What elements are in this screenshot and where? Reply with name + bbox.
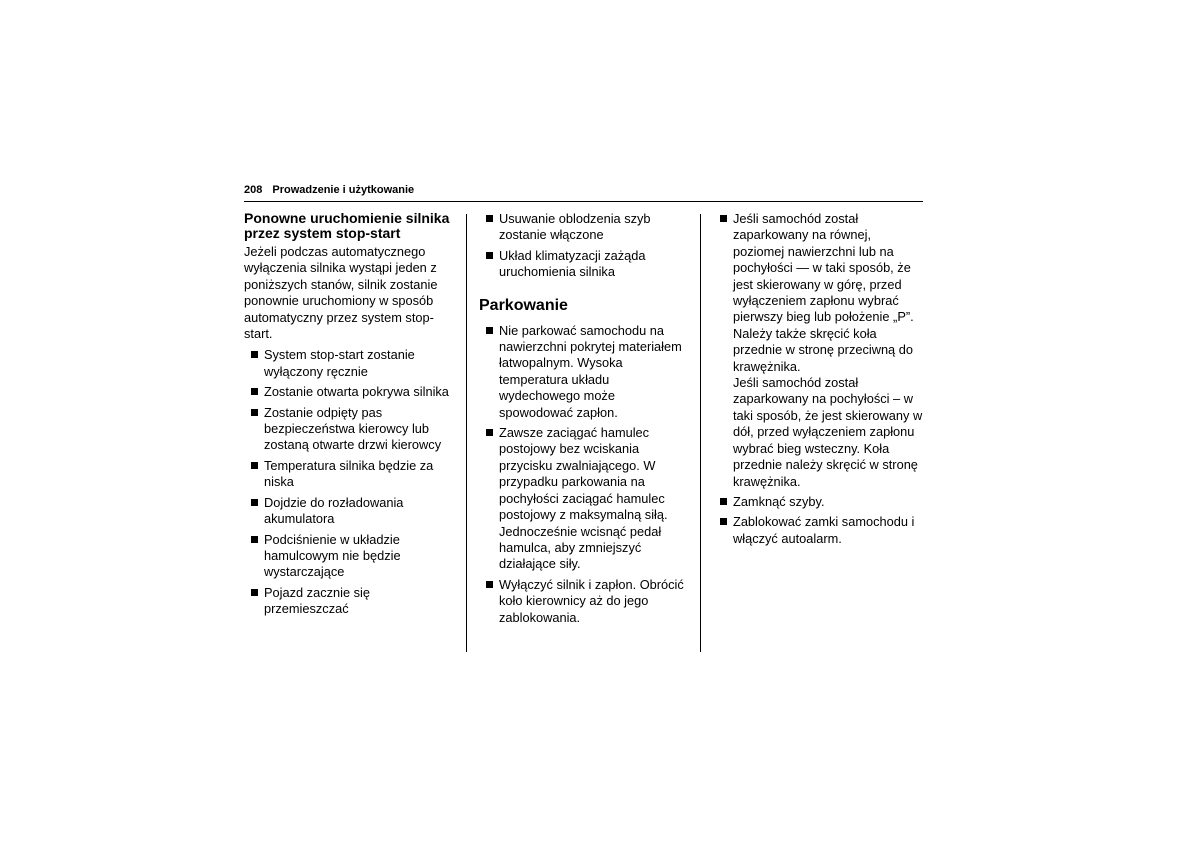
parking-list-continued [713,211,925,547]
list-item: Układ klimatyzacji zażąda uruchomienia silnika [486,248,691,281]
bullet-square-icon [720,518,727,525]
bullet-square-icon [486,252,493,259]
list-item: Zablokować zamki samochodu i włączyć autoalarm. [720,514,925,547]
condition-list-continued [479,211,691,281]
bullet-square-icon [251,499,258,506]
bullet-square-icon [251,351,258,358]
condition-list [244,347,456,617]
column-3 [713,211,925,551]
list-item: Jeśli samochód został zaparkowany na równej, poziomej nawierzchni lub na pochyłości — w taki sposób, że jest skierowany w górę, przed wyłączeniem zapłonu wybrać pierwszy bieg lub położenie „P”. Należy także skręcić koła przednie w stronę przeciwną do krawężnika. Jeśli samochód został zaparkowany na pochyłości – w taki sposób, że jest skierowany w dół, przed wyłączeniem zapłonu wybrać bieg wsteczny. Koła przednie należy skręcić w stronę krawężnika. [720,211,925,490]
bullet-square-icon [486,429,493,436]
list-item: Zawsze zaciągać hamulec postojowy bez wciskania przycisku zwalniającego. W przypadku parkowania na pochyłości zaciągać hamulec postojowy z maksymalną siłą. Jednocześnie wcisnąć pedał hamulca, aby zmniejszyć działające siły. [486,425,691,573]
bullet-square-icon [251,388,258,395]
bullet-square-icon [251,589,258,596]
page-number: 208 [244,184,263,196]
list-item: Dojdzie do rozładowania akumulatora [251,495,456,528]
list-item: Zamknąć szyby. [720,494,925,510]
list-item: Podciśnienie w układzie hamulcowym nie będzie wystarczające [251,532,456,581]
page-header [244,183,923,202]
list-item: Zostanie odpięty pas bezpieczeństwa kierowcy lub zostaną otwarte drzwi kierowcy [251,405,456,454]
column-1 [244,211,456,622]
list-item: Nie parkować samochodu na nawierzchni pokrytej materiałem łatwopalnym. Wysoka temperatura układu wydechowego może spowodować zapłon. [486,323,691,421]
parking-heading: Parkowanie [479,296,568,314]
bullet-square-icon [251,409,258,416]
bullet-square-icon [720,498,727,505]
bullet-square-icon [251,462,258,469]
column-divider [700,214,701,652]
bullet-square-icon [486,215,493,222]
column-2 [479,211,691,630]
intro-paragraph: Jeżeli podczas automatycznego wyłączenia silnika wystąpi jeden z poniższych stanów, silnik zostanie ponownie uruchomiony w sposób automatyczny przez system stop-start. [244,244,438,342]
column-divider [466,214,467,652]
parking-list [479,323,691,626]
bullet-square-icon [486,327,493,334]
bullet-square-icon [720,215,727,222]
list-item: Temperatura silnika będzie za niska [251,458,456,491]
chapter-title: Prowadzenie i użytkowanie [272,184,415,196]
list-item: Pojazd zacznie się przemieszczać [251,585,456,618]
list-item: System stop-start zostanie wyłączony ręcznie [251,347,456,380]
bullet-square-icon [251,536,258,543]
bullet-square-icon [486,581,493,588]
list-item: Usuwanie oblodzenia szyb zostanie włączone [486,211,691,244]
section-heading: Ponowne uruchomienie silnika przez system stop-start [244,210,450,241]
list-item: Zostanie otwarta pokrywa silnika [251,384,456,400]
list-item: Wyłączyć silnik i zapłon. Obrócić koło kierownicy aż do jego zablokowania. [486,577,691,626]
